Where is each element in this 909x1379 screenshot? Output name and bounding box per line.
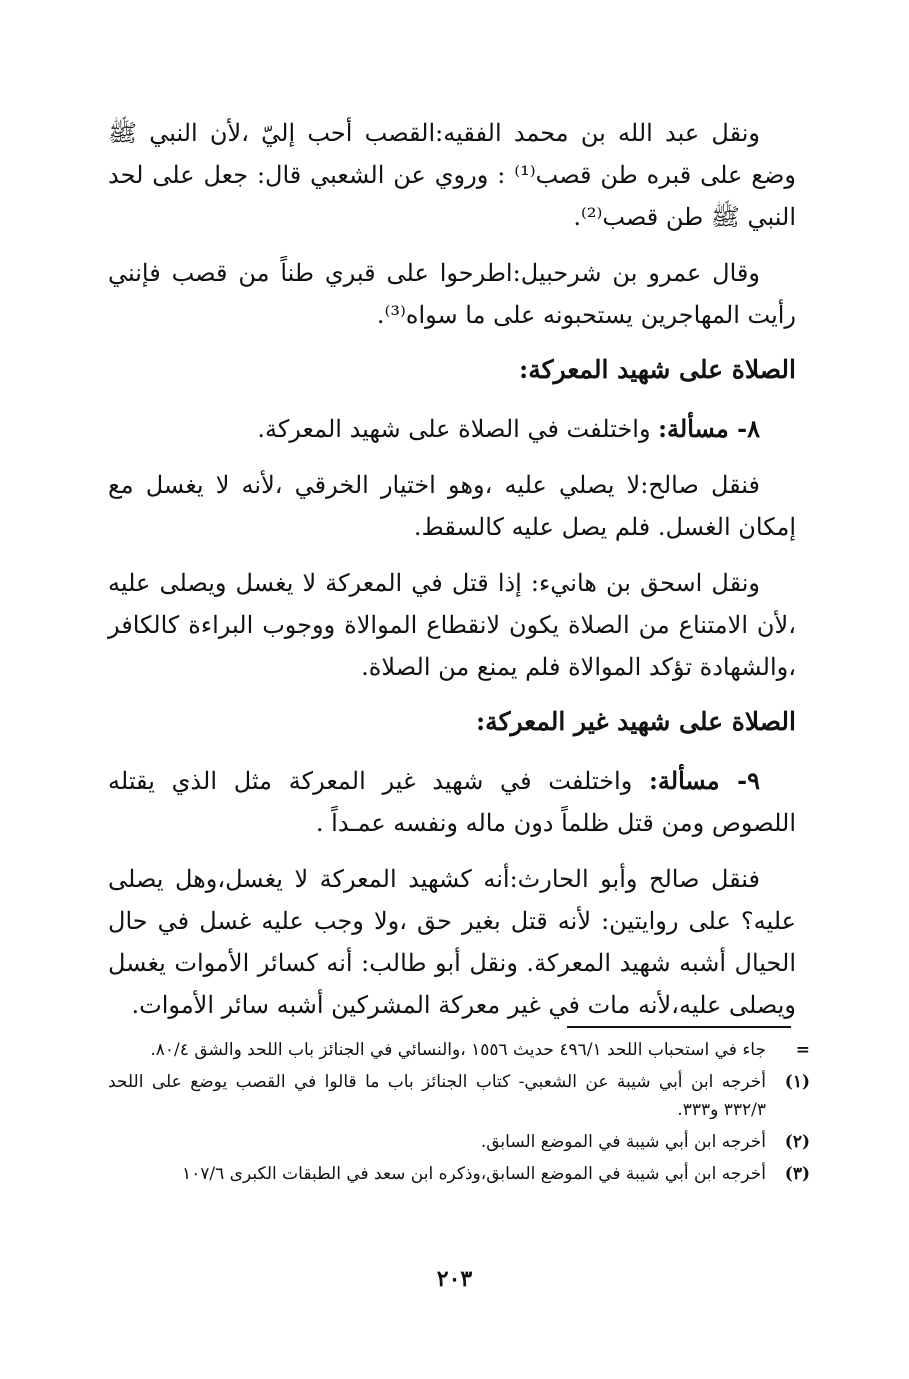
paragraph-reed-narration: ونقل عبد الله بن محمد الفقيه:القصب أحب إليّ ،لأن النبي ﷺ وضع على قبره طن قصب⁽¹⁾ : وروي عن الشعبي قال: جعل على لحد النبي ﷺ طن قصب⁽²⁾. <box>108 119 796 231</box>
footnote-mark: (٣) <box>784 1164 810 1184</box>
main-text <box>108 112 796 1040</box>
issue-8-label: ٨- مسألة: <box>658 414 760 443</box>
issue-9-text: واختلفت في شهيد غير المعركة مثل الذي يقتله اللصوص ومن قتل ظلماً دون ماله ونفسه عمـداً . <box>108 767 796 837</box>
paragraph-issue-9 <box>108 760 796 844</box>
footnotes <box>108 1036 810 1192</box>
paragraph-amr-narration: وقال عمرو بن شرحبيل:اطرحوا على قبري طناً من قصب فإنني رأيت المهاجرين يستحبونه على ما سواه⁽³⁾. <box>108 259 796 329</box>
issue-9-label: ٩- مسألة: <box>649 766 760 795</box>
paragraph-two-narrations: فنقل صالح وأبو الحارث:أنه كشهيد المعركة لا يغسل،وهل يصلى عليه؟ على روايتين: لأنه قتل بغير حق ،ولا وجب عليه غسل في حال الحيال أشبه شهيد المعركة. ونقل أبو طالب: أنه كسائر الأموات يغسل ويصلى عليه،لأنه مات في غير معركة المشركين أشبه سائر الأموات. <box>108 865 796 1019</box>
heading-non-battle-martyr: الصلاة على شهيد غير المعركة: <box>475 707 796 736</box>
page-number: ٢٠٣ <box>436 1266 473 1292</box>
footnote-text: أخرجه ابن أبي شيبة في الموضع السابق. <box>480 1132 766 1152</box>
paragraph-salih-narration: فنقل صالح:لا يصلي عليه ،وهو اختيار الخرقي ،لأنه لا يغسل مع إمكان الغسل. فلم يصل عليه كالسقط. <box>108 471 796 541</box>
footnote-3 <box>108 1160 810 1188</box>
footnote-text: جاء في استحباب اللحد ٤٩٦/١ حديث ١٥٥٦ ،والنسائي في الجنائز باب اللحد والشق ٨٠/٤. <box>150 1040 766 1060</box>
footnote-divider <box>567 1026 791 1028</box>
issue-8-text: واختلفت في الصلاة على شهيد المعركة. <box>257 415 659 443</box>
footnote-continued <box>108 1036 810 1064</box>
footnote-mark: = <box>795 1040 810 1060</box>
footnote-2 <box>108 1128 810 1156</box>
paragraph-issue-8 <box>108 408 796 450</box>
footnote-1 <box>108 1068 810 1124</box>
footnote-text: أخرجه ابن أبي شيبة عن الشعبي- كتاب الجنائز باب ما قالوا في القصب يوضع على اللحد ٣٣٢/٣ و٣٣٣. <box>108 1072 766 1120</box>
heading-battle-martyr: الصلاة على شهيد المعركة: <box>519 355 796 384</box>
footnote-text: أخرجه ابن أبي شيبة في الموضع السابق،وذكره ابن سعد في الطبقات الكبرى ١٠٧/٦ <box>181 1164 766 1184</box>
footnote-mark: (٢) <box>784 1132 810 1152</box>
footnote-mark: (١) <box>784 1072 810 1092</box>
paragraph-ishaq-narration: ونقل اسحق بن هانيء: إذا قتل في المعركة لا يغسل ويصلى عليه ،لأن الامتناع من الصلاة يكون لانقطاع الموالاة ووجوب البراءة كالكافر ،والشهادة تؤكد الموالاة فلم يمنع من الصلاة. <box>108 569 796 681</box>
